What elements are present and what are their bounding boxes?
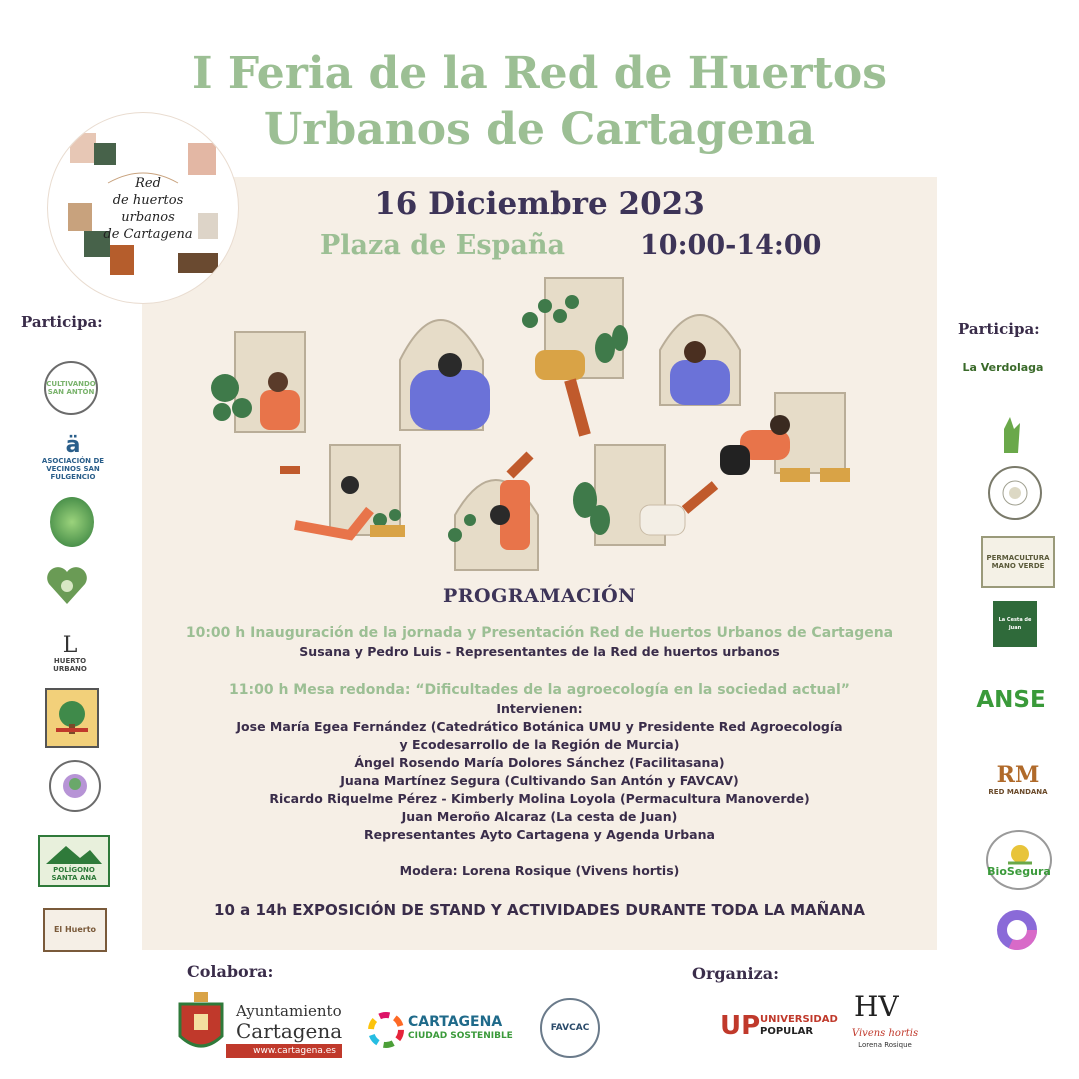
program-item1-title: 10:00 h Inauguración de la jornada y Presentación Red de Huertos Urbanos de Cartagena xyxy=(185,625,894,641)
speaker-line: Juana Martínez Segura (Cultivando San Antón y FAVCAV) xyxy=(340,773,739,788)
a-glyph-icon: ä xyxy=(65,433,81,458)
event-time: 10:00-14:00 xyxy=(640,230,822,261)
l-glyph-icon: L xyxy=(62,633,78,658)
universidad-popular-logo[interactable] xyxy=(720,1010,840,1044)
ayto-name1: Ayuntamiento xyxy=(236,1002,342,1020)
left-participa-label: Participa: xyxy=(21,313,103,331)
up-line1: UNIVERSIDAD xyxy=(760,1014,838,1025)
ayuntamiento-cartagena-logo[interactable] xyxy=(170,990,350,1060)
green-globe-logo[interactable] xyxy=(50,497,94,547)
stamp-icon xyxy=(1000,478,1030,508)
vivens-hortis-logo[interactable] xyxy=(850,990,920,1052)
la-cesta-de-juan-logo[interactable]: La Cesta de Juan xyxy=(993,601,1037,647)
red-logo-line2: de huertos urbanos xyxy=(112,193,184,225)
sostenible-line2: CIUDAD SOSTENIBLE xyxy=(408,1031,513,1041)
program-item1-speakers: Susana y Pedro Luis - Representantes de la Red de huertos urbanos xyxy=(299,644,780,659)
vivens-line1: Vivens hortis xyxy=(851,1028,919,1039)
ayto-url: www.cartagena.es xyxy=(226,1044,342,1058)
speaker-line: Ricardo Riquelme Pérez - Kimberly Molina Loyola (Permacultura Manoverde) xyxy=(269,791,810,806)
poligono-santa-ana-logo[interactable]: POLÍGONO SANTA ANA xyxy=(38,835,110,887)
asociacion-vecinos-logo[interactable]: ä ASOCIACIÓN DE VECINOS SAN FULGENCIO xyxy=(41,433,105,481)
hv-glyph-icon: HV xyxy=(854,990,899,1023)
sdg-wheel-icon xyxy=(368,1012,404,1048)
hand-icon xyxy=(998,413,1024,459)
huerto-urbano-logo[interactable]: L HUERTO URBANO xyxy=(53,633,87,673)
up-icon: UP xyxy=(720,1011,761,1041)
red-mandana-logo[interactable]: RM RED MANDANA xyxy=(988,762,1048,796)
rm-glyph-icon: RM xyxy=(996,762,1040,788)
up-line2: POPULAR xyxy=(760,1026,814,1037)
tree-icon xyxy=(52,698,92,738)
round-badge-logo[interactable] xyxy=(49,760,101,812)
coat-of-arms-icon xyxy=(170,990,232,1060)
program-item2-title: 11:00 h Mesa redonda: “Dificultades de la agroecología en la sociedad actual” xyxy=(229,682,850,698)
program-intervienen: Intervienen: xyxy=(496,701,583,716)
sostenible-line1: CARTAGENA xyxy=(408,1014,503,1030)
permacultura-manoverde-logo[interactable]: PERMACULTURA MANO VERDE xyxy=(981,536,1055,588)
ring-icon xyxy=(995,908,1039,952)
event-place: Plaza de España xyxy=(320,230,566,261)
event-title-line1: I Feria de la Red de Huertos xyxy=(192,48,887,99)
tree-badge-logo[interactable] xyxy=(45,688,99,748)
favcac-logo[interactable]: FAVCAC xyxy=(540,998,600,1058)
speaker-line: Juan Meroño Alcaraz (La cesta de Juan) xyxy=(401,809,678,824)
circle-stamp-logo[interactable] xyxy=(988,466,1042,520)
red-logo-line3: de Cartagena xyxy=(103,227,193,242)
ayto-name2: Cartagena xyxy=(236,1019,343,1043)
exposicion-banner: 10 a 14h EXPOSICIÓN DE STAND Y ACTIVIDADES DURANTE TODA LA MAÑANA xyxy=(214,901,865,919)
badge-icon xyxy=(60,771,90,801)
ring-logo[interactable] xyxy=(995,908,1039,952)
green-heart-logo[interactable] xyxy=(44,562,90,608)
cartagena-sostenible-logo[interactable] xyxy=(368,1010,518,1050)
event-date: 16 Diciembre 2023 xyxy=(374,186,705,222)
speaker-line: Ángel Rosendo María Dolores Sánchez (Facilitasana) xyxy=(354,755,725,770)
moderator: Modera: Lorena Rosique (Vivens hortis) xyxy=(399,863,680,878)
speaker-line: y Ecodesarrollo de la Región de Murcia) xyxy=(399,737,680,752)
red-logo-line1: Red xyxy=(135,176,161,191)
heart-icon xyxy=(44,562,90,608)
green-hand-logo[interactable] xyxy=(998,413,1024,459)
anse-logo[interactable]: ANSE xyxy=(976,687,1046,713)
colabora-label: Colabora: xyxy=(187,962,274,981)
windows-illustration xyxy=(200,270,880,580)
speaker-line: Jose María Egea Fernández (Catedrático Botánica UMU y Presidente Red Agroecología xyxy=(236,719,843,734)
snail-icon xyxy=(1004,843,1034,865)
vivens-line2: Lorena Rosique xyxy=(858,1041,912,1049)
cultivando-san-anton-logo[interactable]: CULTIVANDO SAN ANTÓN xyxy=(44,361,98,415)
event-title-line2: Urbanos de Cartagena xyxy=(263,104,816,155)
programacion-heading: PROGRAMACIÓN xyxy=(442,585,637,607)
speaker-line: Representantes Ayto Cartagena y Agenda Urbana xyxy=(364,827,715,842)
right-participa-label: Participa: xyxy=(958,320,1040,338)
el-huerto-logo[interactable]: El Huerto xyxy=(43,908,107,952)
biosegura-logo[interactable]: BioSegura xyxy=(986,830,1052,890)
mountain-icon xyxy=(44,840,104,866)
organiza-label: Organiza: xyxy=(692,964,779,983)
la-verdolaga-logo[interactable]: La Verdolaga xyxy=(962,360,1044,374)
